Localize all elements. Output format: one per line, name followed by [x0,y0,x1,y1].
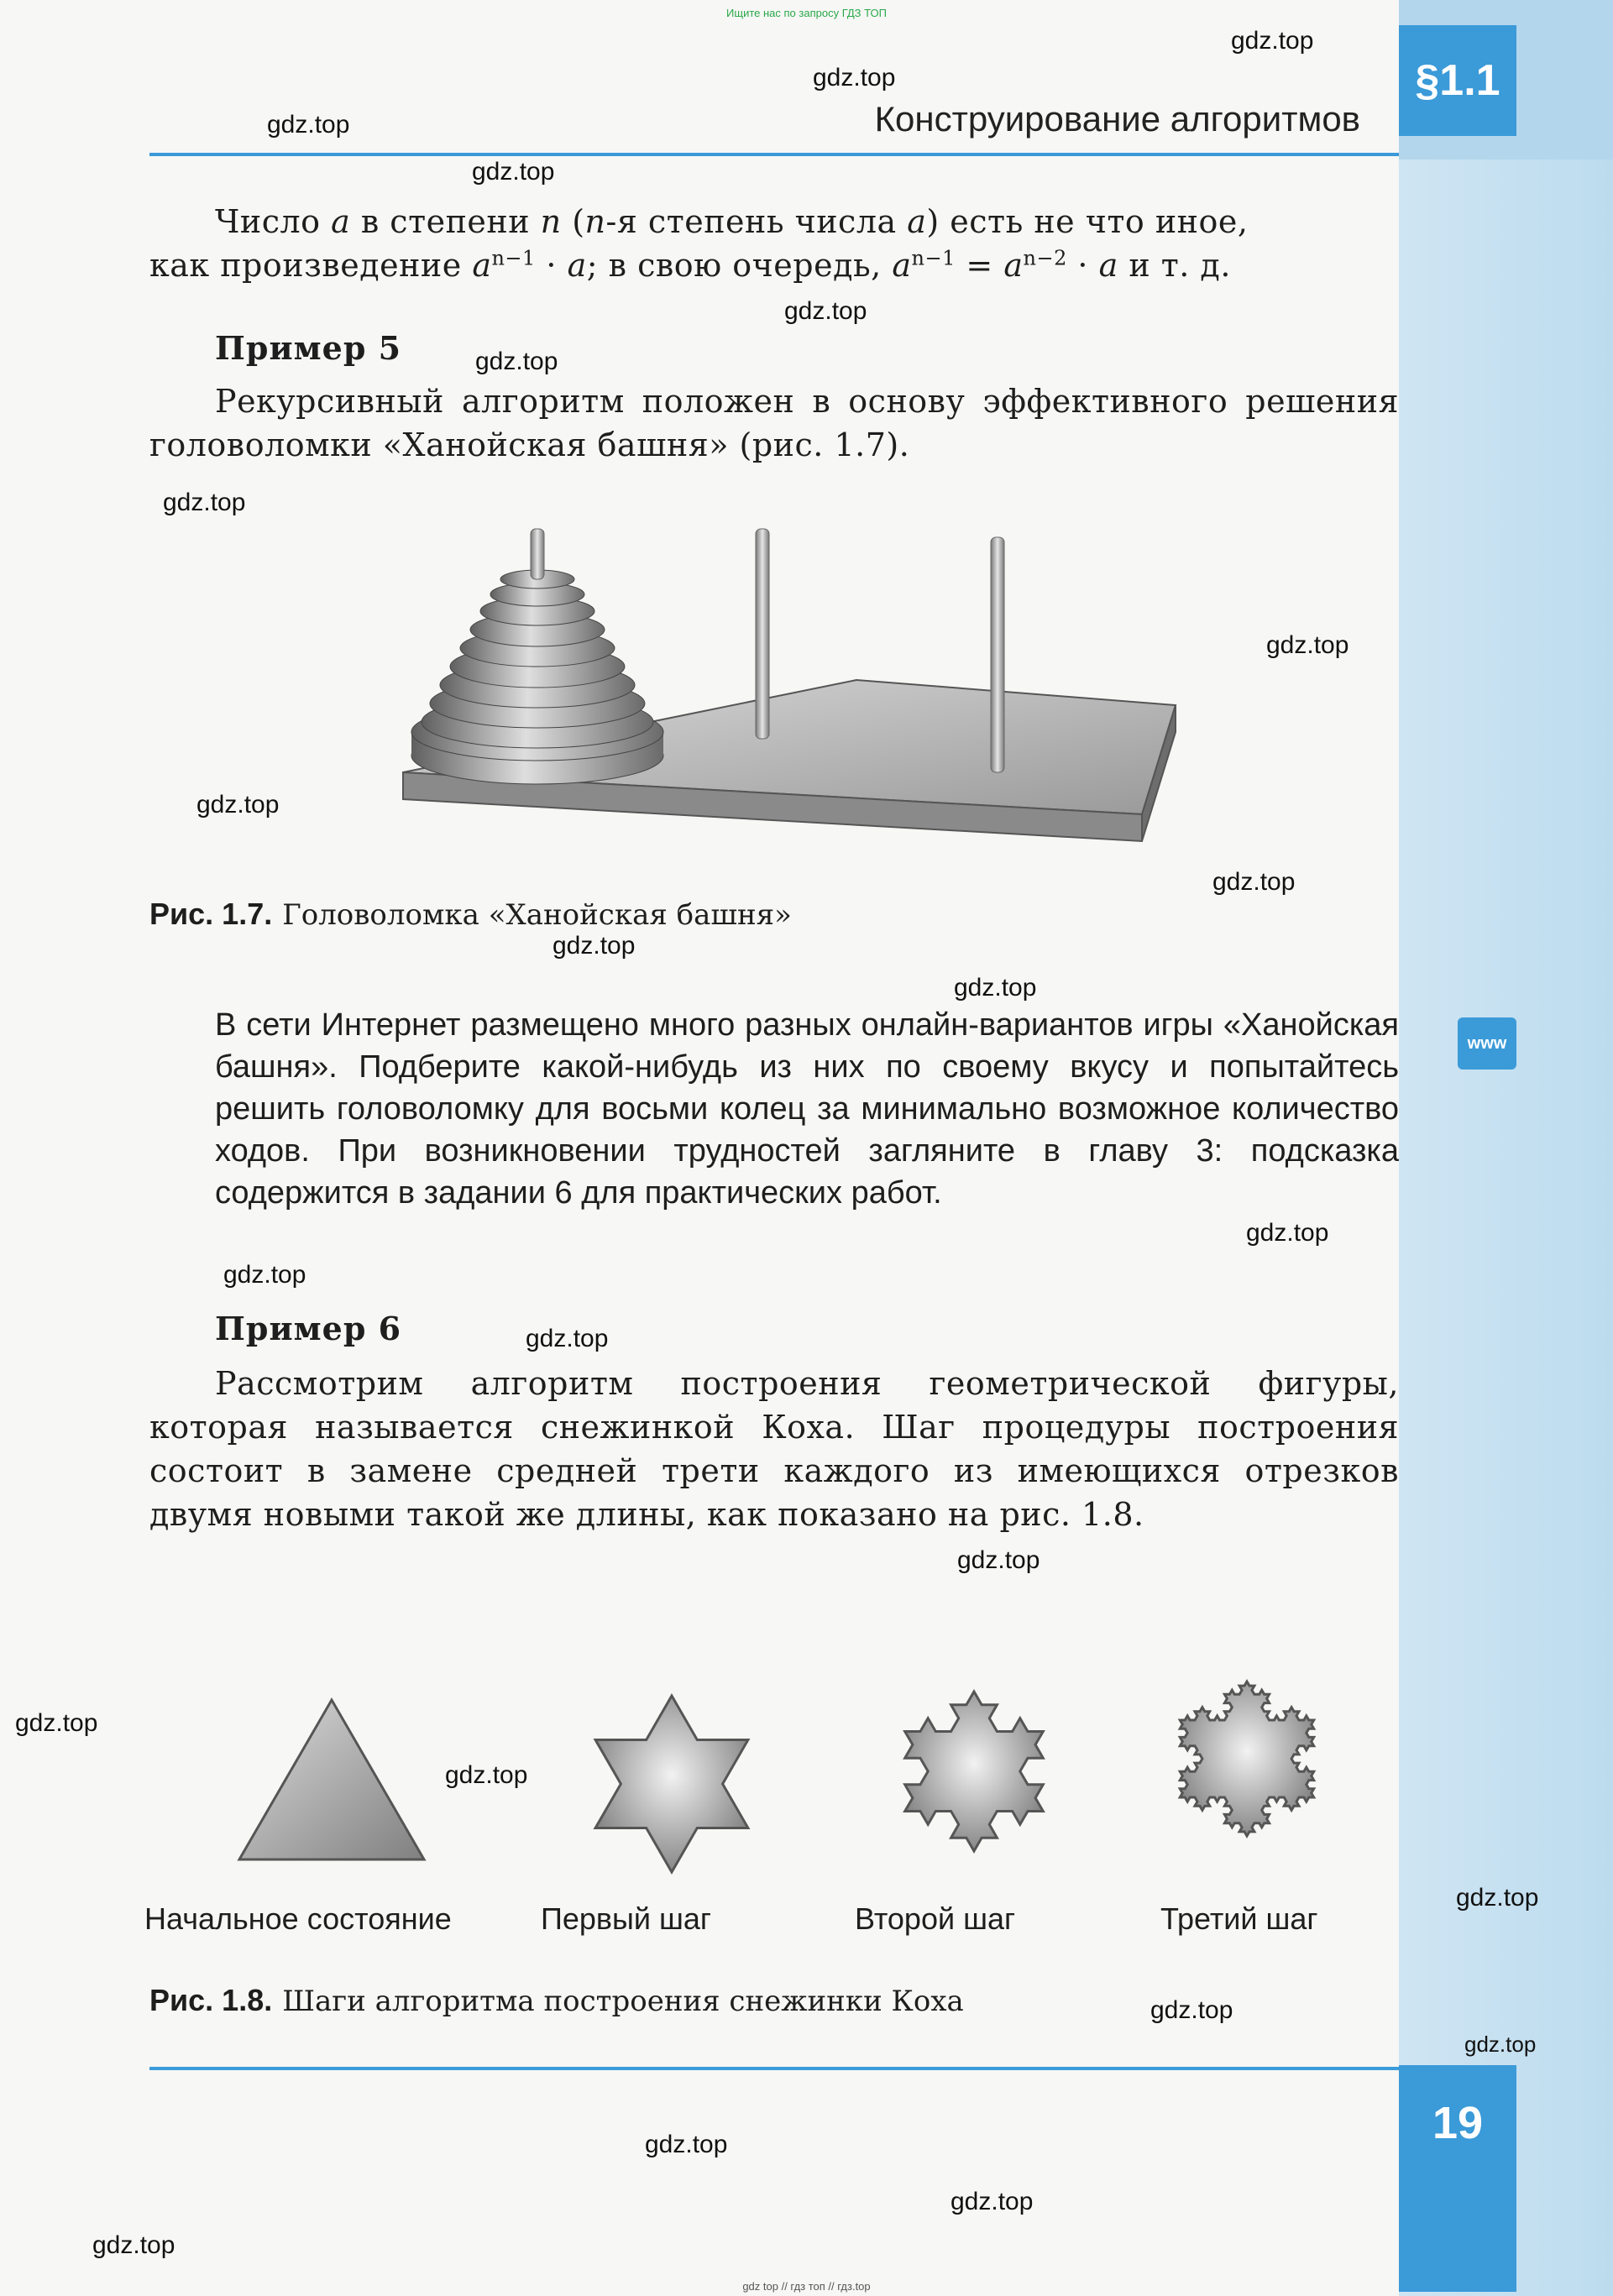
watermark: gdz.top [813,64,896,92]
koch-label-initial: Начальное состояние [144,1901,452,1936]
search-note: Ищите нас по запросу ГДЗ ТОП [726,7,887,19]
chapter-title: Конструирование алгоритмов [874,99,1360,139]
internet-task-text: В сети Интернет размещено много разных онлайн-вариантов игры «Ханойская башня». Подберите какой-нибудь из них по своему вкусу и попытайтесь решить головоломку для восьми колец за минимально возможное количество ходов. При возникновении трудностей загляните в главу 3: подсказка содержится в задании 6 для практических работ. [215,1007,1399,1211]
watermark: gdz.top [196,791,280,819]
middle-peg [756,529,769,739]
watermark: gdz.top [954,974,1037,1002]
koch-initial-shape [239,1700,424,1859]
bottom-note: gdz top // гдз топ // гдз.top [742,2280,871,2293]
watermark: gdz.top [553,932,636,960]
header-rule [149,153,1399,156]
ring-stack [411,529,663,784]
right-margin-strip [1399,0,1613,2296]
watermark: gdz.top [1212,868,1296,896]
watermark: gdz.top [475,348,558,375]
watermark: gdz.top [645,2131,728,2158]
right-peg [991,537,1004,772]
example-6-text: Рассмотрим алгоритм построения геометрической фигуры, которая называется снежинкой Коха. Шаг процедуры построения состоит в замене средней трети каждого из имеющихся отрезков двумя новыми такой же длины, как показано на рис. 1.8. [149,1365,1399,1533]
watermark: gdz.top [163,489,246,516]
hanoi-tower-figure [336,512,1192,881]
koch-second-step-shape [905,1692,1044,1851]
koch-label-second: Второй шаг [855,1901,1016,1936]
page-number: 19 [1399,2065,1516,2292]
watermark: gdz.top [267,111,350,139]
koch-label-first: Первый шаг [541,1901,712,1936]
figure-1-8-caption: Рис. 1.8. Шаги алгоритма построения снежинки Коха [149,1983,964,2018]
koch-first-step-shape [595,1696,748,1872]
watermark: gdz.top [1456,1884,1539,1912]
watermark: gdz.top [1150,1996,1233,2024]
example-6-heading: Пример 6 [215,1310,402,1347]
watermark: gdz.top [1231,27,1314,55]
watermark: gdz.top [1464,2032,1537,2057]
watermark: gdz.top [15,1709,98,1737]
example-5-text: Рекурсивный алгоритм положен в основу эффективного решения головоломки «Ханойская башня» (рис. 1.7). [149,383,1399,463]
watermark: gdz.top [1266,631,1349,659]
koch-figures [202,1645,1377,1880]
www-badge: www [1458,1017,1516,1070]
footer-rule [149,2067,1399,2070]
watermark: gdz.top [92,2231,175,2259]
watermark: gdz.top [957,1546,1040,1574]
koch-third-step-shape [1180,1681,1313,1836]
watermark: gdz.top [223,1261,306,1289]
koch-label-third: Третий шаг [1160,1901,1318,1936]
watermark: gdz.top [526,1325,609,1352]
section-tab: §1.1 [1399,25,1516,136]
watermark: gdz.top [1246,1219,1329,1247]
example-5-heading: Пример 5 [215,329,402,367]
figure-1-7-caption: Рис. 1.7. Головоломка «Ханойская башня» [149,897,792,932]
watermark: gdz.top [784,297,867,325]
watermark: gdz.top [472,158,555,186]
watermark: gdz.top [445,1761,528,1789]
watermark: gdz.top [951,2188,1034,2215]
intro-paragraph: Число a в степени n (n-я степень числа a) есть не что иное, как произведение $a^{n-1} \cdot a$; в свою очередь, $a^{n-1} = a^{n-2} \cdot a$ и т. д. [149,203,1249,284]
